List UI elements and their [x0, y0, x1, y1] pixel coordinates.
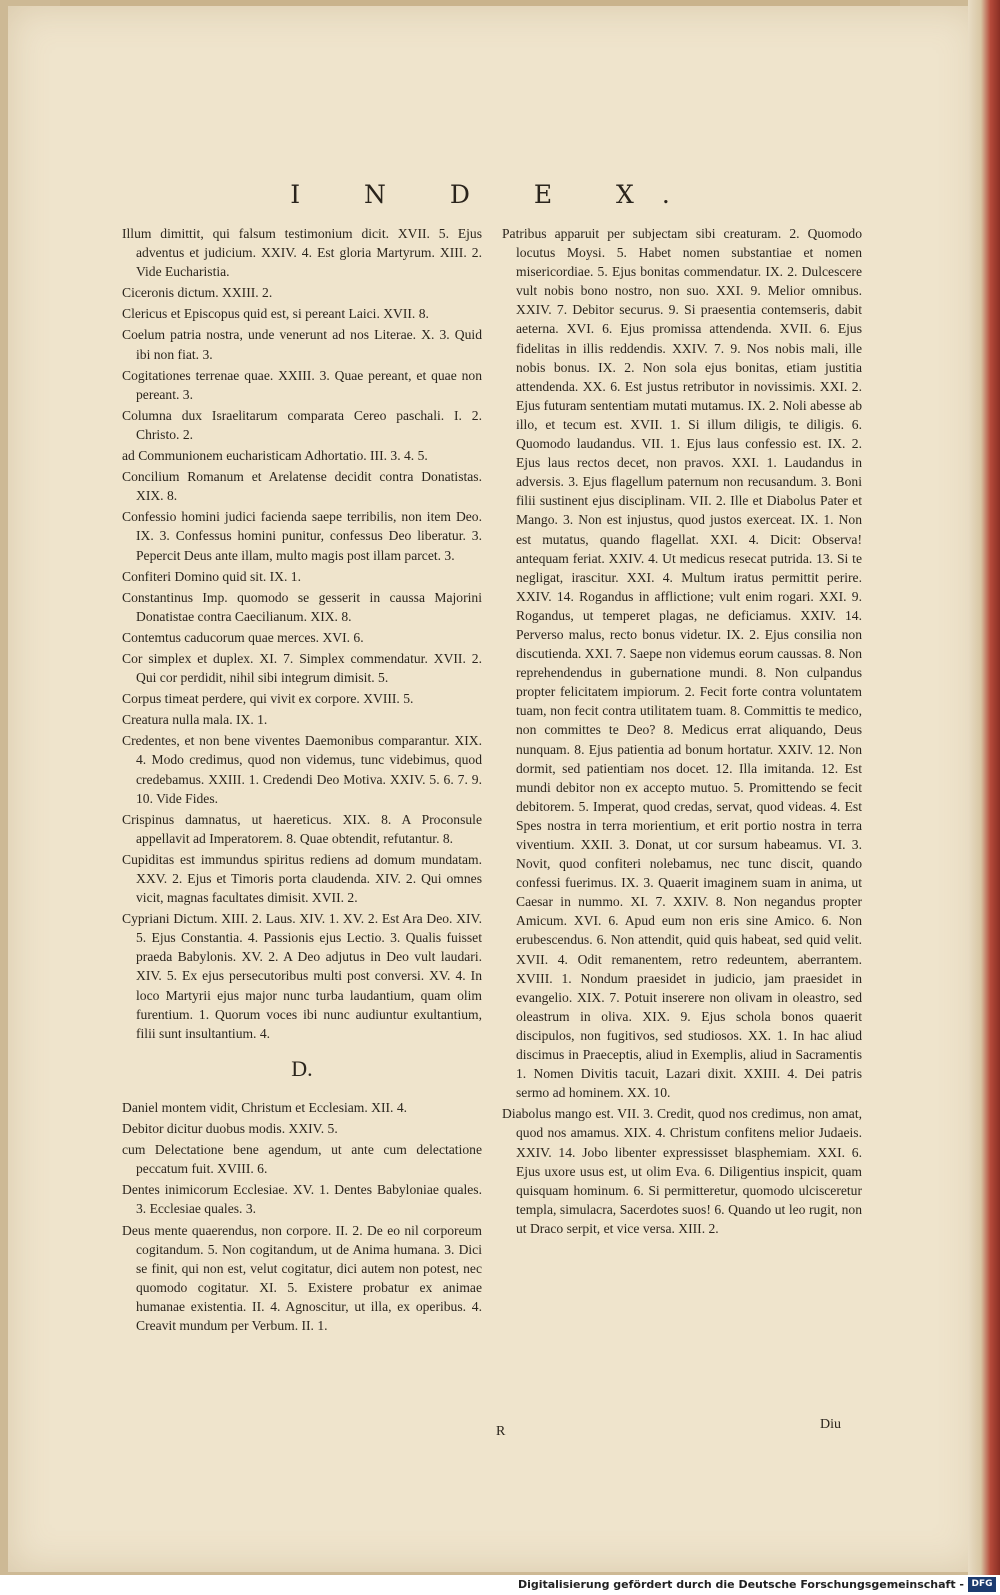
book-page: [8, 6, 980, 1572]
index-entry: Illum dimittit, qui falsum testimonium dicit. XVII. 5. Ejus adventus et judicium. XXIV. 4. Est gloria Martyrum. XIII. 2. Vide Eucharistia.: [122, 226, 482, 280]
index-entry: ad Communionem eucharisticam Adhortatio. III. 3. 4. 5.: [122, 448, 428, 464]
index-entry: Cor simplex et duplex. XI. 7. Simplex commendatur. XVII. 2. Qui cor perdidit, nihil sibi integrum dimisit. 5.: [122, 650, 482, 686]
index-entry: Confessio homini judici facienda saepe terribilis, non item Deo. IX. 3. Confessus homini punitur, confessus Deo liberatur. 3. Pepercit Deus ante illam, multo magis post illam parcet. 3.: [122, 509, 482, 563]
index-entry: Contemtus caducorum quae merces. XVI. 6.: [122, 629, 364, 645]
index-entry: Deus mente quaerendus, non corpore. II. 2. De eo nil corporeum cogitandum. 5. Non cogitandum, ut de Anima humana. 3. Dici se finit, qui non est, velut cogitatur, dici autem non potest, nec quomodo cogitatur. XI. 5. Existere probatur ex animae humanae existentia. II. 4. Agnoscitur, ut illa, ex operibus. 4. Creavit mundum per Verbum. II. 1.: [122, 1222, 482, 1333]
index-entry: Corpus timeat perdere, qui vivit ex corpore. XVIII. 5.: [122, 691, 414, 707]
index-entry: Clericus et Episcopus quid est, si pereant Laici. XVII. 8.: [122, 306, 429, 322]
index-entry: Dentes inimicorum Ecclesiae. XV. 1. Dentes Babyloniae quales. 3. Ecclesiae quales. 3.: [122, 1182, 482, 1217]
index-entry: Columna dux Israelitarum comparata Cereo paschali. I. 2. Christo. 2.: [122, 407, 482, 442]
index-entry: Daniel montem vidit, Christum et Ecclesiam. XII. 4.: [122, 1099, 408, 1115]
right-column: [502, 224, 862, 1238]
catchword: Diu: [820, 1417, 841, 1432]
index-entry: Constantinus Imp. quomodo se gesserit in caussa Majorini Donatistae contra Caecilianum. XIX. 8.: [122, 589, 482, 624]
index-entry: Debitor dicitur duobus modis. XXIV. 5.: [122, 1121, 338, 1137]
book-edge: [968, 0, 1000, 1575]
index-entry: Confiteri Domino quid sit. IX. 1.: [122, 568, 301, 584]
index-entry: Concilium Romanum et Arelatense decidit contra Donatistas. XIX. 8.: [122, 469, 482, 504]
index-entry: Cupiditas est immundus spiritus rediens ad domum mundatam. XXV. 2. Ejus et Timoris porta claudenda. XIV. 2. Qui omnes vicit, magnas facultates dimisit. XVII. 2.: [122, 851, 482, 906]
section-letter: D.: [291, 1055, 313, 1081]
index-entry: Diabolus mango est. VII. 3. Credit, quod nos credimus, non amat, quod nos amamus. XIX. 4. Christum confitens melior Judaeis. XXIV. 14. Jobo libenter expressisset blasphemiam. XXI. 6. Ejus uxore usus est, ut olim Eva. 6. Diligentius inspicit, quam quisquam hominum. 6. Si permitteretur, quomodo ulcisceretur templa, simulacra, Sacerdotes suos! 6. Quando ut leo rugit, non ut Draco serpit, et vice versa. XIII. 2.: [502, 1106, 862, 1236]
index-entry: Coelum patria nostra, unde venerunt ad nos Literae. X. 3. Quid ibi non fiat. 3.: [122, 327, 482, 362]
index-entry: Cogitationes terrenae quae. XXIII. 3. Quae pereant, et quae non pereant. 3.: [122, 367, 482, 402]
index-entry: Creatura nulla mala. IX. 1.: [122, 712, 268, 728]
index-entry: Credentes, et non bene viventes Daemonibus comparantur. XIX. 4. Modo credimus, quod non videmus, tunc videbimus, quod credebamus. XXIII. 1. Credendi Deo Motiva. XXIV. 5. 6. 7. 9. 10. Vide Fides.: [122, 733, 482, 806]
left-column: [122, 224, 482, 1335]
index-entry: Crispinus damnatus, ut haereticus. XIX. 8. A Proconsule appellavit ad Imperatorem. 8. Quae obtendit, refutantur. 8.: [122, 811, 482, 846]
credit-bar: [0, 1575, 1000, 1595]
credit-text: Digitalisierung gefördert durch die Deutsche Forschungsgemeinschaft -: [517, 1578, 964, 1591]
index-entry: Patribus apparuit per subjectam sibi creaturam. 2. Quomodo locutus Moysi. 5. Habet nomen substantiae et nomen misericordiae. 5. Ejus bonitas commendatur. IX. 2. Dulcescere vult nobis bono nostro, non suo. XXI. 9. Melior omnibus. XXIV. 7. Debitor securus. 9. Si praesentia contemseris, dabit aeterna. XVI. 6. Ejus promissa attendenda. XVII. 6. Ejus fidelitas in illis reddendis. XXIV. 7. 9. Nos nobis mali, ille nobis bonus. IX. 2. Non sola ejus bonitas, etiam justitia attendenda. XX. 6. Est justus retributor in novissimis. XXI. 2. Ejus futuram sententiam mutati mutamus. IX. 2. Noli abesse ab illo, et tecum est. XVII. 1. Si illum diligis, te diligis. 6. Quomodo laudandus. VII. 1. Ejus laus confessio est. IX. 2. Ejus laus rectos decet, non pravos. XXI. 1. Laudandus in adversis. 3. Ejus flagellum paternum non recusandum. 3. Boni filii sustinent ejus disciplinam. VII. 2. Ille et Diabolus Pater et Mango. 3. Non est injustus, quod justos exerceat. IX. 1. Non est mutatus, quando flagellat. XXI. 4. Dicit: Observa! antequam feriat. XXIV. 4. Ut medicus resecat putrida. 13. Si te negligat, irascitur. XXI. 4. Multum iratus permittit perire. XXIV. 14. Rogandus in afflictione; vult enim rogari. XXI. 9. Rogandus, ut temperet plagas, ne deficiamus. XXIV. 14. Perverso malus, recto bonus videtur. IX. 2. Ejus consilia non discutienda. XXI. 7. Saepe non videmus eorum caussas. 8. Non reprehendendus in gubernatione mundi. 8. Non culpandus propter felicitatem impiorum. 2. Fecit forte contra voluntatem tuam, non fecit contra utilitatem tuam. 8. Committis te medico, non committes te Deo? 8. Medicus errat aliquando, Deus nunquam. 8. Ejus patientia ad bonum hortatur. XXIV. 12. Non dormit, sed patientiam nos docet. 12. Illa imitanda. 12. Est mundi debitor non ex accepto mutuo. 5. Promittendo se fecit debitorem. 5. Imperat, quod credas, servat, quod videas. 4. Est Spes nostra in terra morientium, et erit portio nostra in terra viventium. XXII. 3. Donat, ut cor sursum habeamus. VI. 3. Novit, quod confiteri nolebamus, nec tunc discit, quando confessi fuerimus. IX. 3. Quaerit imaginem suam in anima, ut Caesar in nummo. XI. 7. XXIV. 8. Non negandus propter Amicum. XVI. 6. Apud eum non eris sine Amico. 6. Non erubescendus. 6. Non attendit, quid quis habeat, sed quid velit. XVII. 4. Odit remanentem, retro redeuntem, aberrantem. XVIII. 1. Nondum praesidet in judicio, jam praesidet in evangelio. XIX. 7. Potuit inserere non olivam in oleastro, sed oleastrum in oliva. XIX. 9. Ejus schola bonos quaerit discipulos, non fugitivos, sed studiosos. XX. 1. In hac aliud discimus in Praeceptis, aliud in Exemplis, aliud in Sacramentis 1. Nomen Divitis tacuit, Lazari dixit. XXIII. 4. Dei patris sermo ad hominem. XX. 10.: [502, 226, 862, 1101]
index-entry: Ciceronis dictum. XXIII. 2.: [122, 285, 273, 301]
index-entry: Cypriani Dictum. XIII. 2. Laus. XIV. 1. XV. 2. Est Ara Deo. XIV. 5. Ejus Constantia. 4. Passionis ejus Lectio. 3. Qualis fuisset praeda Babylonis. XV. 2. A Deo adjutus in Deo vult laudari. XIV. 5. Ex ejus persecutoribus multi post conversi. XV. 4. In loco Martyrii ejus major nunc turba laudantium, quam olim furentium. 1. Quorum voces ibi nunc audiuntur exultantium, filii sunt insultantium. 4.: [122, 911, 482, 1041]
page-title: I N D E X.: [290, 180, 698, 209]
signature-mark: R: [496, 1424, 506, 1439]
dfg-logo: DFG: [968, 1577, 996, 1592]
index-entry: cum Delectatione bene agendum, ut ante cum delectatione peccatum fuit. XVIII. 6.: [122, 1142, 482, 1177]
